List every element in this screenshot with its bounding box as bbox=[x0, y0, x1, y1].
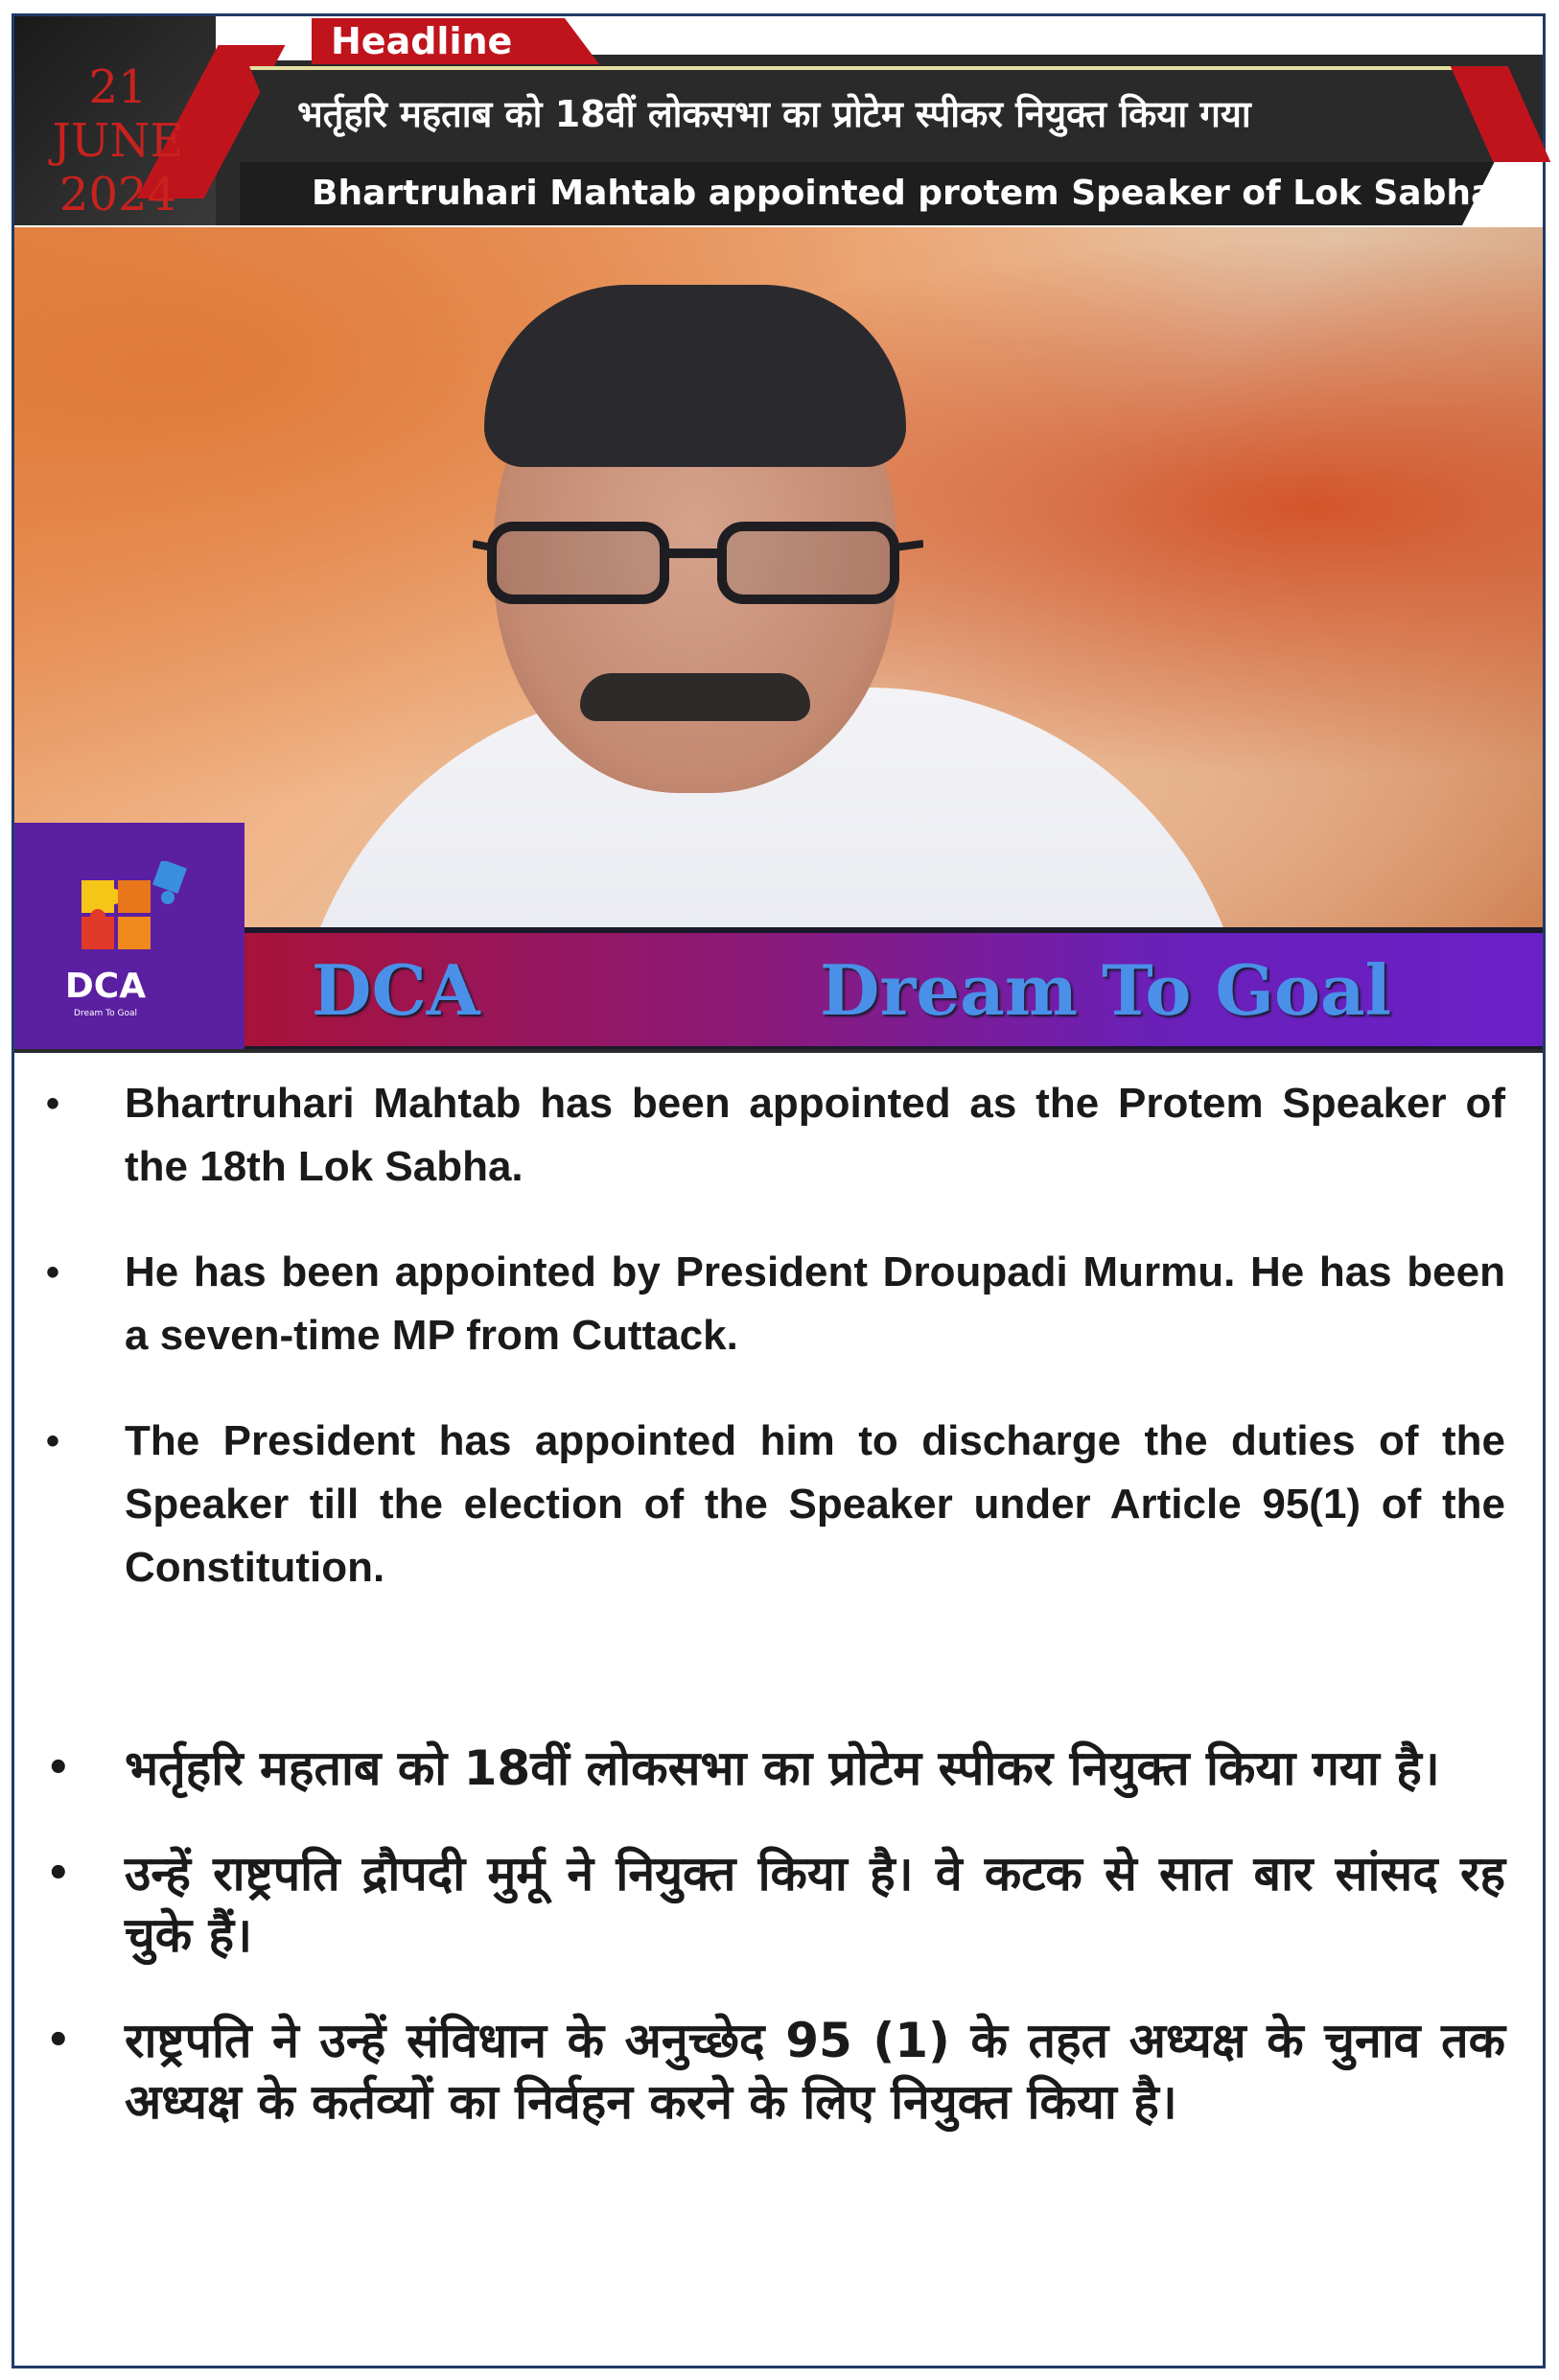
list-item bbox=[38, 2010, 1505, 2133]
english-bullet-list bbox=[38, 1072, 1505, 1642]
date-text bbox=[22, 60, 214, 222]
bullet-icon: • bbox=[46, 2018, 71, 2063]
headline-english: Bhartruhari Mahtab appointed protem Speaker of Lok Sabha bbox=[312, 174, 1495, 213]
brand-strip bbox=[244, 927, 1543, 1049]
bullet-text: उन्हें राष्ट्रपति द्रौपदी मुर्मू ने नियुक्त किया है। वे कटक से सात बार सांसद रह चुके हैं। bbox=[125, 1846, 1505, 1963]
hindi-bullet-list bbox=[38, 1738, 1505, 2177]
bullet-icon: • bbox=[46, 1083, 60, 1125]
list-item bbox=[38, 1738, 1505, 1799]
bullet-text: Bhartruhari Mahtab has been appointed as the Protem Speaker of the 18th Lok Sabha. bbox=[125, 1080, 1505, 1190]
header bbox=[14, 16, 1543, 225]
logo-text: DCA bbox=[64, 967, 147, 1006]
brand-dca: DCA bbox=[312, 949, 480, 1031]
bullet-text: He has been appointed by President Droupadi Murmu. He has been a seven-time MP from Cuttack. bbox=[125, 1248, 1505, 1359]
bullet-text: The President has appointed him to discharge the duties of the Speaker till the election of the Speaker under Article 95(1) of the Constitution. bbox=[125, 1417, 1505, 1591]
bullet-text: भर्तृहरि महताब को 18वीं लोकसभा का प्रोटेम स्पीकर नियुक्त किया गया है। bbox=[125, 1740, 1440, 1796]
bullet-icon: • bbox=[46, 1746, 71, 1790]
bullet-icon: • bbox=[46, 1251, 60, 1294]
list-item bbox=[38, 1072, 1505, 1199]
list-item bbox=[38, 1843, 1505, 1966]
date-month: JUNE bbox=[52, 114, 184, 168]
photo-glasses bbox=[473, 515, 923, 611]
headline-hindi: भर्तृहरि महताब को 18वीं लोकसभा का प्रोटेम स्पीकर नियुक्त किया गया bbox=[297, 93, 1251, 135]
headline-label: Headline bbox=[331, 20, 513, 62]
brand-tagline: Dream To Goal bbox=[820, 949, 1392, 1031]
bullet-text: राष्ट्रपति ने उन्हें संविधान के अनुच्छेद 95 (1) के तहत अध्यक्ष के चुनाव तक अध्यक्ष के कर्तव्यों का निर्वहन करने के लिए नियुक्त किया है। bbox=[125, 2013, 1505, 2130]
list-item bbox=[38, 1410, 1505, 1599]
divider bbox=[14, 1049, 1543, 1053]
photo-mustache bbox=[580, 673, 810, 721]
bullet-icon: • bbox=[46, 1852, 71, 1896]
bullet-icon: • bbox=[46, 1420, 60, 1462]
logo-tagline: Dream To Goal bbox=[74, 1009, 137, 1018]
date-day: 21 bbox=[88, 60, 148, 114]
list-item bbox=[38, 1241, 1505, 1367]
photo-hair bbox=[484, 285, 906, 467]
dca-logo bbox=[14, 823, 244, 1049]
puzzle-pieces-icon bbox=[72, 861, 206, 967]
date-year: 2024 bbox=[58, 168, 177, 222]
